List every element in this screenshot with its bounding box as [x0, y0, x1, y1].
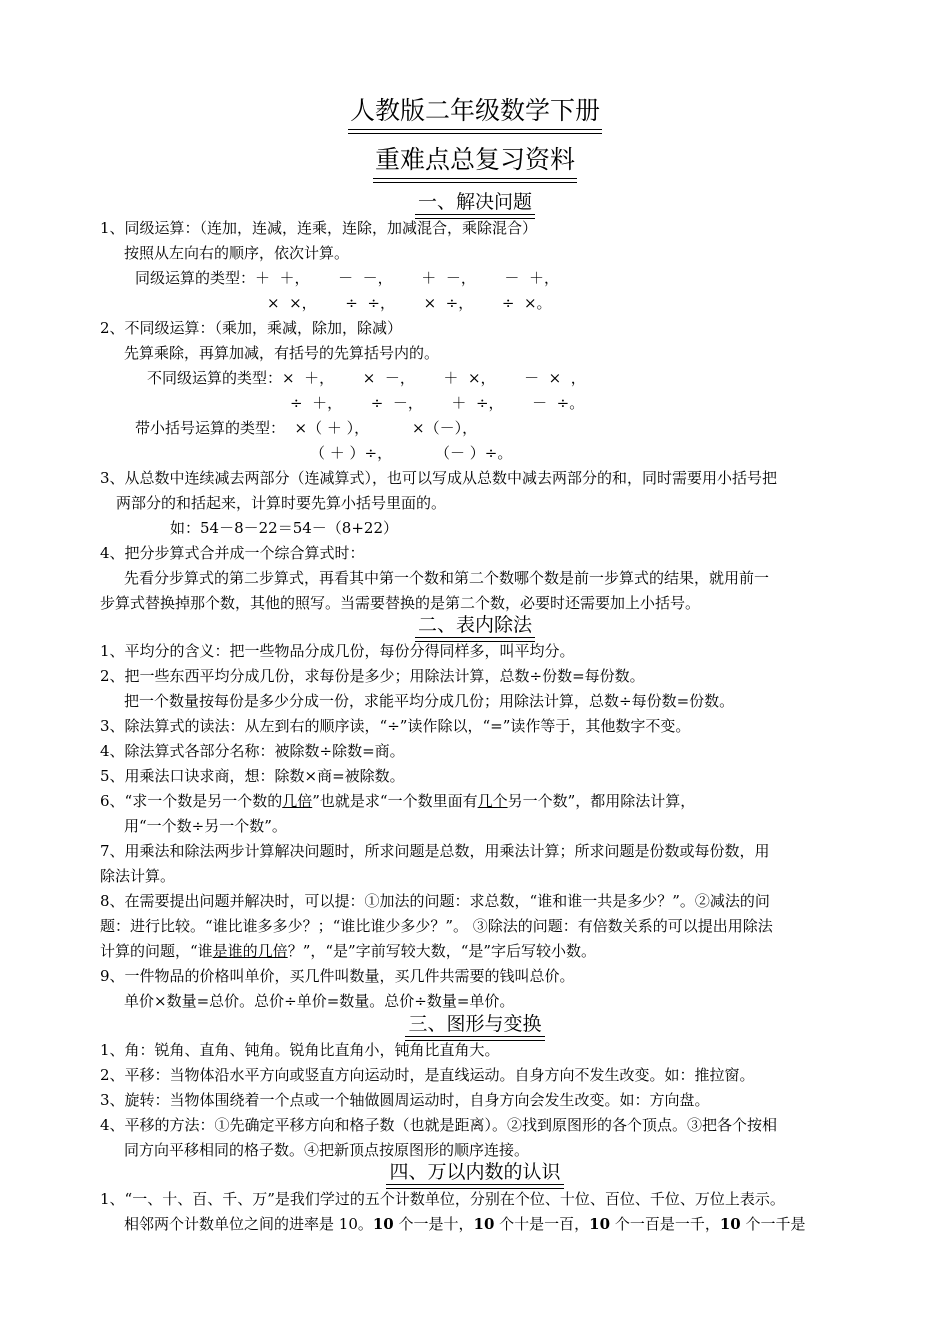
document-title-text: 人教版二年级数学下册: [348, 94, 602, 130]
s2-line-9: 7、用乘法和除法两步计算解决问题时，所求问题是总数，用乘法计算；所求问题是份数或每份数，用: [100, 842, 770, 860]
s1-line-2: 按照从左向右的顺序，依次计算。: [124, 244, 350, 262]
s4-line-2-bold-3: 10: [589, 1215, 611, 1233]
s2-line-15: 单价×数量=总价。总价÷单价=数量。总价÷数量=单价。: [124, 992, 515, 1010]
s2-line-2: 2、把一些东西平均分成几份，求每份是多少；用除法计算，总数÷份数=每份数。: [100, 667, 645, 685]
s2-line-8: 用“一个数÷另一个数”。: [124, 817, 287, 835]
s2-line-10: 除法计算。: [100, 867, 176, 885]
section-heading-2-text: 二、表内除法: [415, 613, 535, 638]
s2-line-3: 把一个数量按每份是多少分成一份，求能平均分成几份；用除法计算，总数÷每份数=份数。: [124, 692, 735, 710]
s1-line-11: 3、从总数中连续减去两部分（连减算式），也可以写成从总数中减去两部分的和，同时需要用小括号把: [100, 469, 778, 487]
s4-line-2-bold-1: 10: [372, 1215, 394, 1233]
s2-line-7-underlined-b: 几个: [477, 792, 508, 810]
s4-line-1: 1、“一、十、百、千、万”是我们学过的五个计数单位，分别在个位、十位、百位、千位、万位上表示。: [100, 1190, 785, 1208]
s4-line-2: [124, 1214, 805, 1234]
s2-line-7-part-e: 另一个数”，都用除法计算，: [507, 792, 696, 810]
document-subtitle: [0, 143, 950, 179]
s1-line-8: ÷ ＋， ÷ －， ＋ ÷， － ÷。: [290, 394, 585, 412]
s1-line-14: 4、把分步算式合并成一个综合算式时：: [100, 544, 365, 562]
s4-line-2-bold-4: 10: [719, 1215, 741, 1233]
s1-line-16: 步算式替换掉那个数，其他的照写。当需要替换的是第二个数，必要时还需要加上小括号。: [100, 594, 701, 612]
s1-line-6: 先算乘除，再算加减，有括号的先算括号内的。: [124, 344, 440, 362]
section-heading-3-text: 三、图形与变换: [405, 1012, 544, 1037]
s3-line-4: 4、平移的方法：①先确定平移方向和格子数（也就是距离）。②找到原图形的各个顶点。③把各个按相: [100, 1116, 778, 1134]
section-heading-4: [0, 1160, 950, 1185]
s1-line-5: 2、不同级运算：（乘加，乘减，除加，除减）: [100, 319, 403, 337]
s4-line-2-part-i: 个一千是: [740, 1215, 806, 1233]
document-title: [0, 94, 950, 130]
section-heading-1: [0, 190, 950, 215]
s1-line-9: 带小括号运算的类型： ×（ ＋ ）， ×（－），: [135, 419, 478, 437]
s4-line-2-part-g: 个一百是一千，: [610, 1215, 720, 1233]
s2-line-13-part-a: 计算的问题，“谁: [100, 942, 213, 960]
s2-line-13: [100, 941, 596, 961]
s2-line-13-underlined: 是谁的几倍: [212, 942, 288, 960]
section-heading-2: [0, 613, 950, 638]
s3-line-2: 2、平移：当物体沿水平方向或竖直方向运动时，是直线运动。自身方向不发生改变。如：推拉窗。: [100, 1066, 755, 1084]
s1-line-1: 1、同级运算：（连加，连减，连乘，连除，加减混合，乘除混合）: [100, 219, 538, 237]
s2-line-14: 9、一件物品的价格叫单价，买几件叫数量，买几件共需要的钱叫总价。: [100, 967, 575, 985]
s2-line-1: 1、平均分的含义：把一些物品分成几份，每份分得同样多，叫平均分。: [100, 642, 575, 660]
s2-line-5: 4、除法算式各部分名称：被除数÷除数=商。: [100, 742, 405, 760]
s3-line-3: 3、旋转：当物体围绕着一个点或一个轴做圆周运动时，自身方向会发生改变。如：方向盘。: [100, 1091, 710, 1109]
s2-line-7-underlined-a: 几倍: [282, 792, 313, 810]
s2-line-13-part-c: ？”，“是”字前写较大数，“是”字后写较小数。: [287, 942, 597, 960]
s4-line-2-part-a: 相邻两个计数单位之间的进率是 10。: [124, 1215, 373, 1233]
s2-line-12: 题：进行比较。“谁比谁多多少？；“谁比谁少多少？”。 ③除法的问题：有倍数关系的可以提出用除法: [100, 917, 773, 935]
s1-line-12: 两部分的和括起来，计算时要先算小括号里面的。: [116, 494, 447, 512]
s2-line-7-part-c: ”也就是求“一个数里面有: [312, 792, 478, 810]
section-heading-1-text: 一、解决问题: [415, 190, 535, 215]
section-heading-4-text: 四、万以内数的认识: [386, 1160, 563, 1185]
s3-line-1: 1、角：锐角、直角、钝角。锐角比直角小，钝角比直角大。: [100, 1041, 500, 1059]
s4-line-2-part-c: 个一是十，: [393, 1215, 474, 1233]
s1-line-3: 同级运算的类型：＋ ＋， － －， ＋ －， － ＋，: [135, 269, 559, 287]
s2-line-7-part-a: 6、“求一个数是另一个数的: [100, 792, 283, 810]
s2-line-6: 5、用乘法口诀求商，想：除数×商=被除数。: [100, 767, 405, 785]
s1-line-10: （ ＋ ）÷， （－ ）÷。: [310, 444, 513, 462]
s4-line-2-bold-2: 10: [473, 1215, 495, 1233]
s1-line-4: × ×， ÷ ÷， × ÷， ÷ ×。: [267, 294, 552, 312]
s4-line-2-part-e: 个十是一百，: [494, 1215, 590, 1233]
s3-line-5: 同方向平移相同的格子数。④把新顶点按原图形的顺序连接。: [124, 1141, 530, 1159]
s2-line-7: [100, 791, 695, 811]
s1-line-7: 不同级运算的类型：× ＋， × －， ＋ ×， － × ，: [147, 369, 586, 387]
s2-line-11: 8、在需要提出问题并解决时，可以提：①加法的问题：求总数，“谁和谁一共是多少？”。②减法的问: [100, 892, 770, 910]
s1-line-13: 如：54－8－22＝54－（8+22）: [170, 519, 399, 537]
section-heading-3: [0, 1012, 950, 1037]
document-subtitle-text: 重难点总复习资料: [373, 143, 577, 179]
s2-line-4: 3、除法算式的读法：从左到右的顺序读，“÷”读作除以，“=”读作等于，其他数字不变。: [100, 717, 691, 735]
s1-line-15: 先看分步算式的第二步算式，再看其中第一个数和第二个数哪个数是前一步算式的结果，就用前一: [124, 569, 770, 587]
